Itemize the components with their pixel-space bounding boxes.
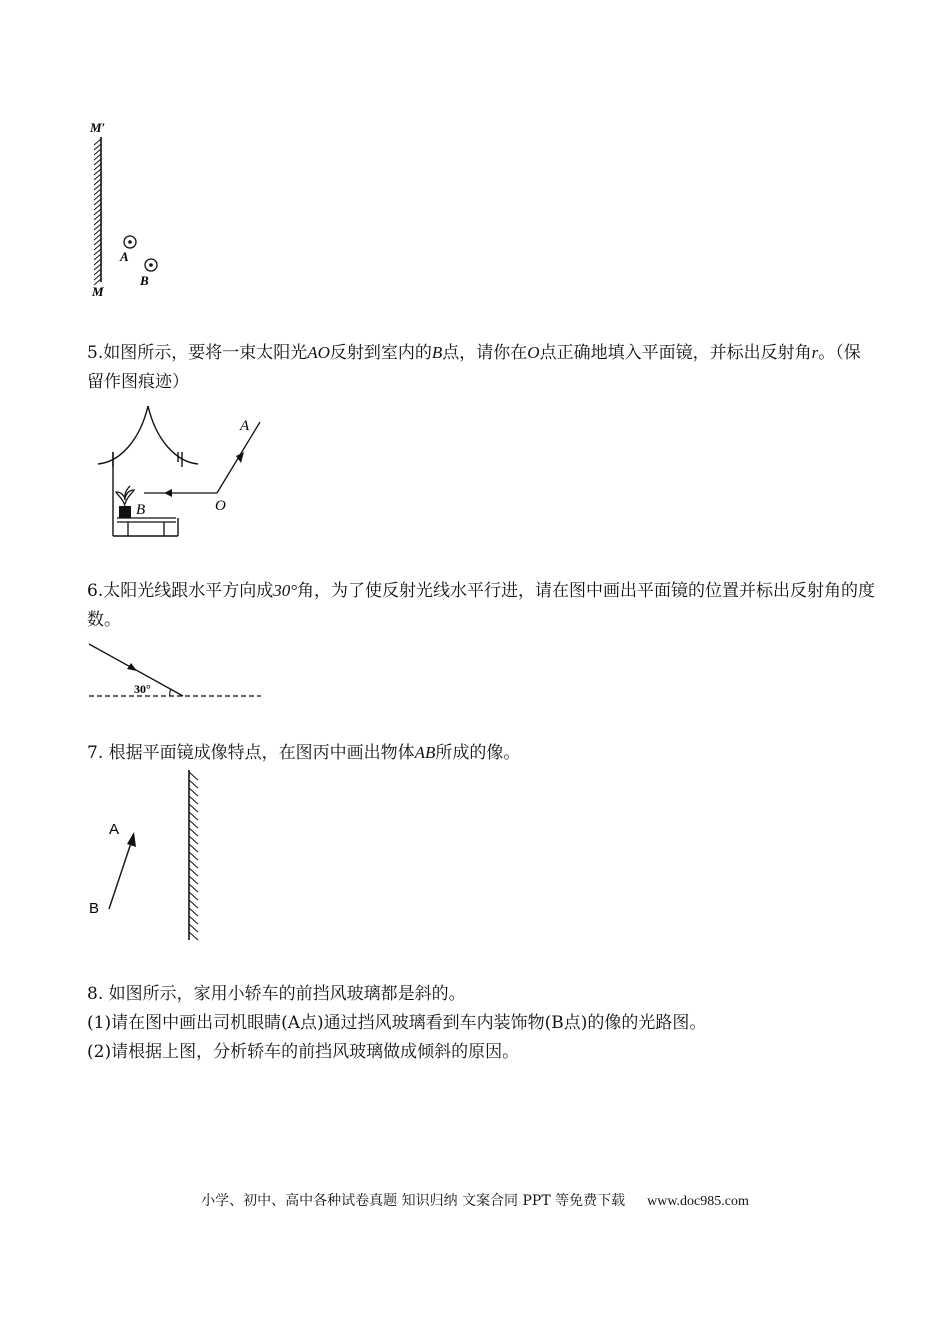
hatch-mark: [94, 274, 101, 280]
reflected-arrow-icon: [164, 489, 172, 497]
hatch-mark: [189, 924, 198, 932]
hatch-mark: [189, 804, 198, 812]
mirror-hatching: [189, 772, 198, 940]
hatch-mark: [189, 788, 198, 796]
hatch-mark: [189, 836, 198, 844]
figure-sunray-angle: [85, 635, 270, 705]
hatch-mark: [94, 219, 101, 225]
hatch-mark: [94, 199, 101, 205]
question-8-part-2: (2)请根据上图，分析轿车的前挡风玻璃做成倾斜的原因。: [87, 1042, 520, 1062]
hatch-mark: [94, 159, 101, 165]
figure-mirror-points: [80, 115, 180, 305]
figure-house-sunlight: [90, 400, 280, 545]
hatch-mark: [189, 916, 198, 924]
hatch-mark: [94, 269, 101, 275]
hatch-mark: [189, 900, 198, 908]
hatch-mark: [94, 169, 101, 175]
plant-pot: [116, 486, 134, 518]
point-a-label: A: [109, 821, 120, 838]
point-o-label: O: [215, 498, 226, 514]
hatch-mark: [94, 164, 101, 170]
hatch-mark: [189, 860, 198, 868]
hatch-mark: [94, 144, 101, 150]
table: [117, 518, 176, 536]
hatch-mark: [94, 139, 101, 145]
ray-arrow-icon: [127, 663, 137, 671]
hatch-mark: [94, 189, 101, 195]
hatch-mark: [189, 932, 198, 940]
hatch-mark: [94, 249, 101, 255]
page-footer: [0, 1190, 950, 1210]
question-6: 6.太阳光线跟水平方向成30°角，为了使反射光线水平行进，请在图中画出平面镜的位置并标出反射角的度数。: [87, 581, 876, 630]
hatch-mark: [94, 209, 101, 215]
hatch-mark: [94, 149, 101, 155]
hatch-mark: [189, 884, 198, 892]
incident-arrow-icon: [236, 452, 244, 463]
hatch-mark: [189, 812, 198, 820]
footer-text: 小学、初中、高中各种试卷真题 知识归纳 文案合同 PPT 等免费下载: [201, 1193, 626, 1209]
angle-label: 30°: [134, 682, 151, 696]
hatch-mark: [189, 820, 198, 828]
hatch-mark: [94, 154, 101, 160]
point-a-label: A: [240, 418, 250, 434]
point-a-label: A: [120, 249, 129, 264]
question-7: 7. 根据平面镜成像特点，在图丙中画出物体AB所成的像。: [87, 743, 521, 763]
hatch-mark: [189, 772, 198, 780]
hatch-mark: [189, 892, 198, 900]
arrowhead-a-icon: [127, 832, 136, 847]
hatch-mark: [189, 908, 198, 916]
question-8: 8. 如图所示，家用小轿车的前挡风玻璃都是斜的。: [87, 984, 466, 1004]
point-b-label: B: [136, 502, 146, 518]
hatch-mark: [189, 868, 198, 876]
footer-site: www.doc985.com: [647, 1194, 749, 1209]
point-b-dot: [149, 263, 153, 267]
point-b-label: B: [89, 900, 100, 917]
hatch-mark: [94, 179, 101, 185]
mirror-label-top: M′: [90, 120, 106, 135]
point-b-label: B: [140, 273, 149, 288]
hatch-mark: [94, 174, 101, 180]
hatch-mark: [189, 796, 198, 804]
hatch-mark: [94, 254, 101, 260]
hatch-mark: [189, 828, 198, 836]
hatch-mark: [94, 234, 101, 240]
hatch-mark: [94, 259, 101, 265]
hatch-mark: [189, 876, 198, 884]
hatch-mark: [94, 239, 101, 245]
question-8-part-1: (1)请在图中画出司机眼睛(A点)通过挡风玻璃看到车内装饰物(B点)的像的光路图。: [87, 1013, 707, 1033]
hatch-mark: [94, 214, 101, 220]
hatch-mark: [94, 204, 101, 210]
point-a-dot: [128, 240, 132, 244]
hatch-mark: [94, 184, 101, 190]
hatch-mark: [94, 194, 101, 200]
angle-arc: [170, 689, 171, 696]
hatch-mark: [94, 244, 101, 250]
question-5: 5.如图所示，要将一束太阳光AO反射到室内的B点，请你在O点正确地填入平面镜，并标出反射角r。（保留作图痕迹）: [87, 343, 861, 392]
hatch-mark: [94, 229, 101, 235]
hatch-mark: [94, 224, 101, 230]
hatch-mark: [189, 844, 198, 852]
hatch-mark: [189, 852, 198, 860]
figure-object-mirror: [85, 768, 215, 943]
mirror-hatching: [94, 139, 101, 285]
hatch-mark: [189, 780, 198, 788]
object-ab: [109, 840, 132, 909]
hatch-mark: [94, 264, 101, 270]
mirror-label-bottom: M: [92, 284, 104, 299]
